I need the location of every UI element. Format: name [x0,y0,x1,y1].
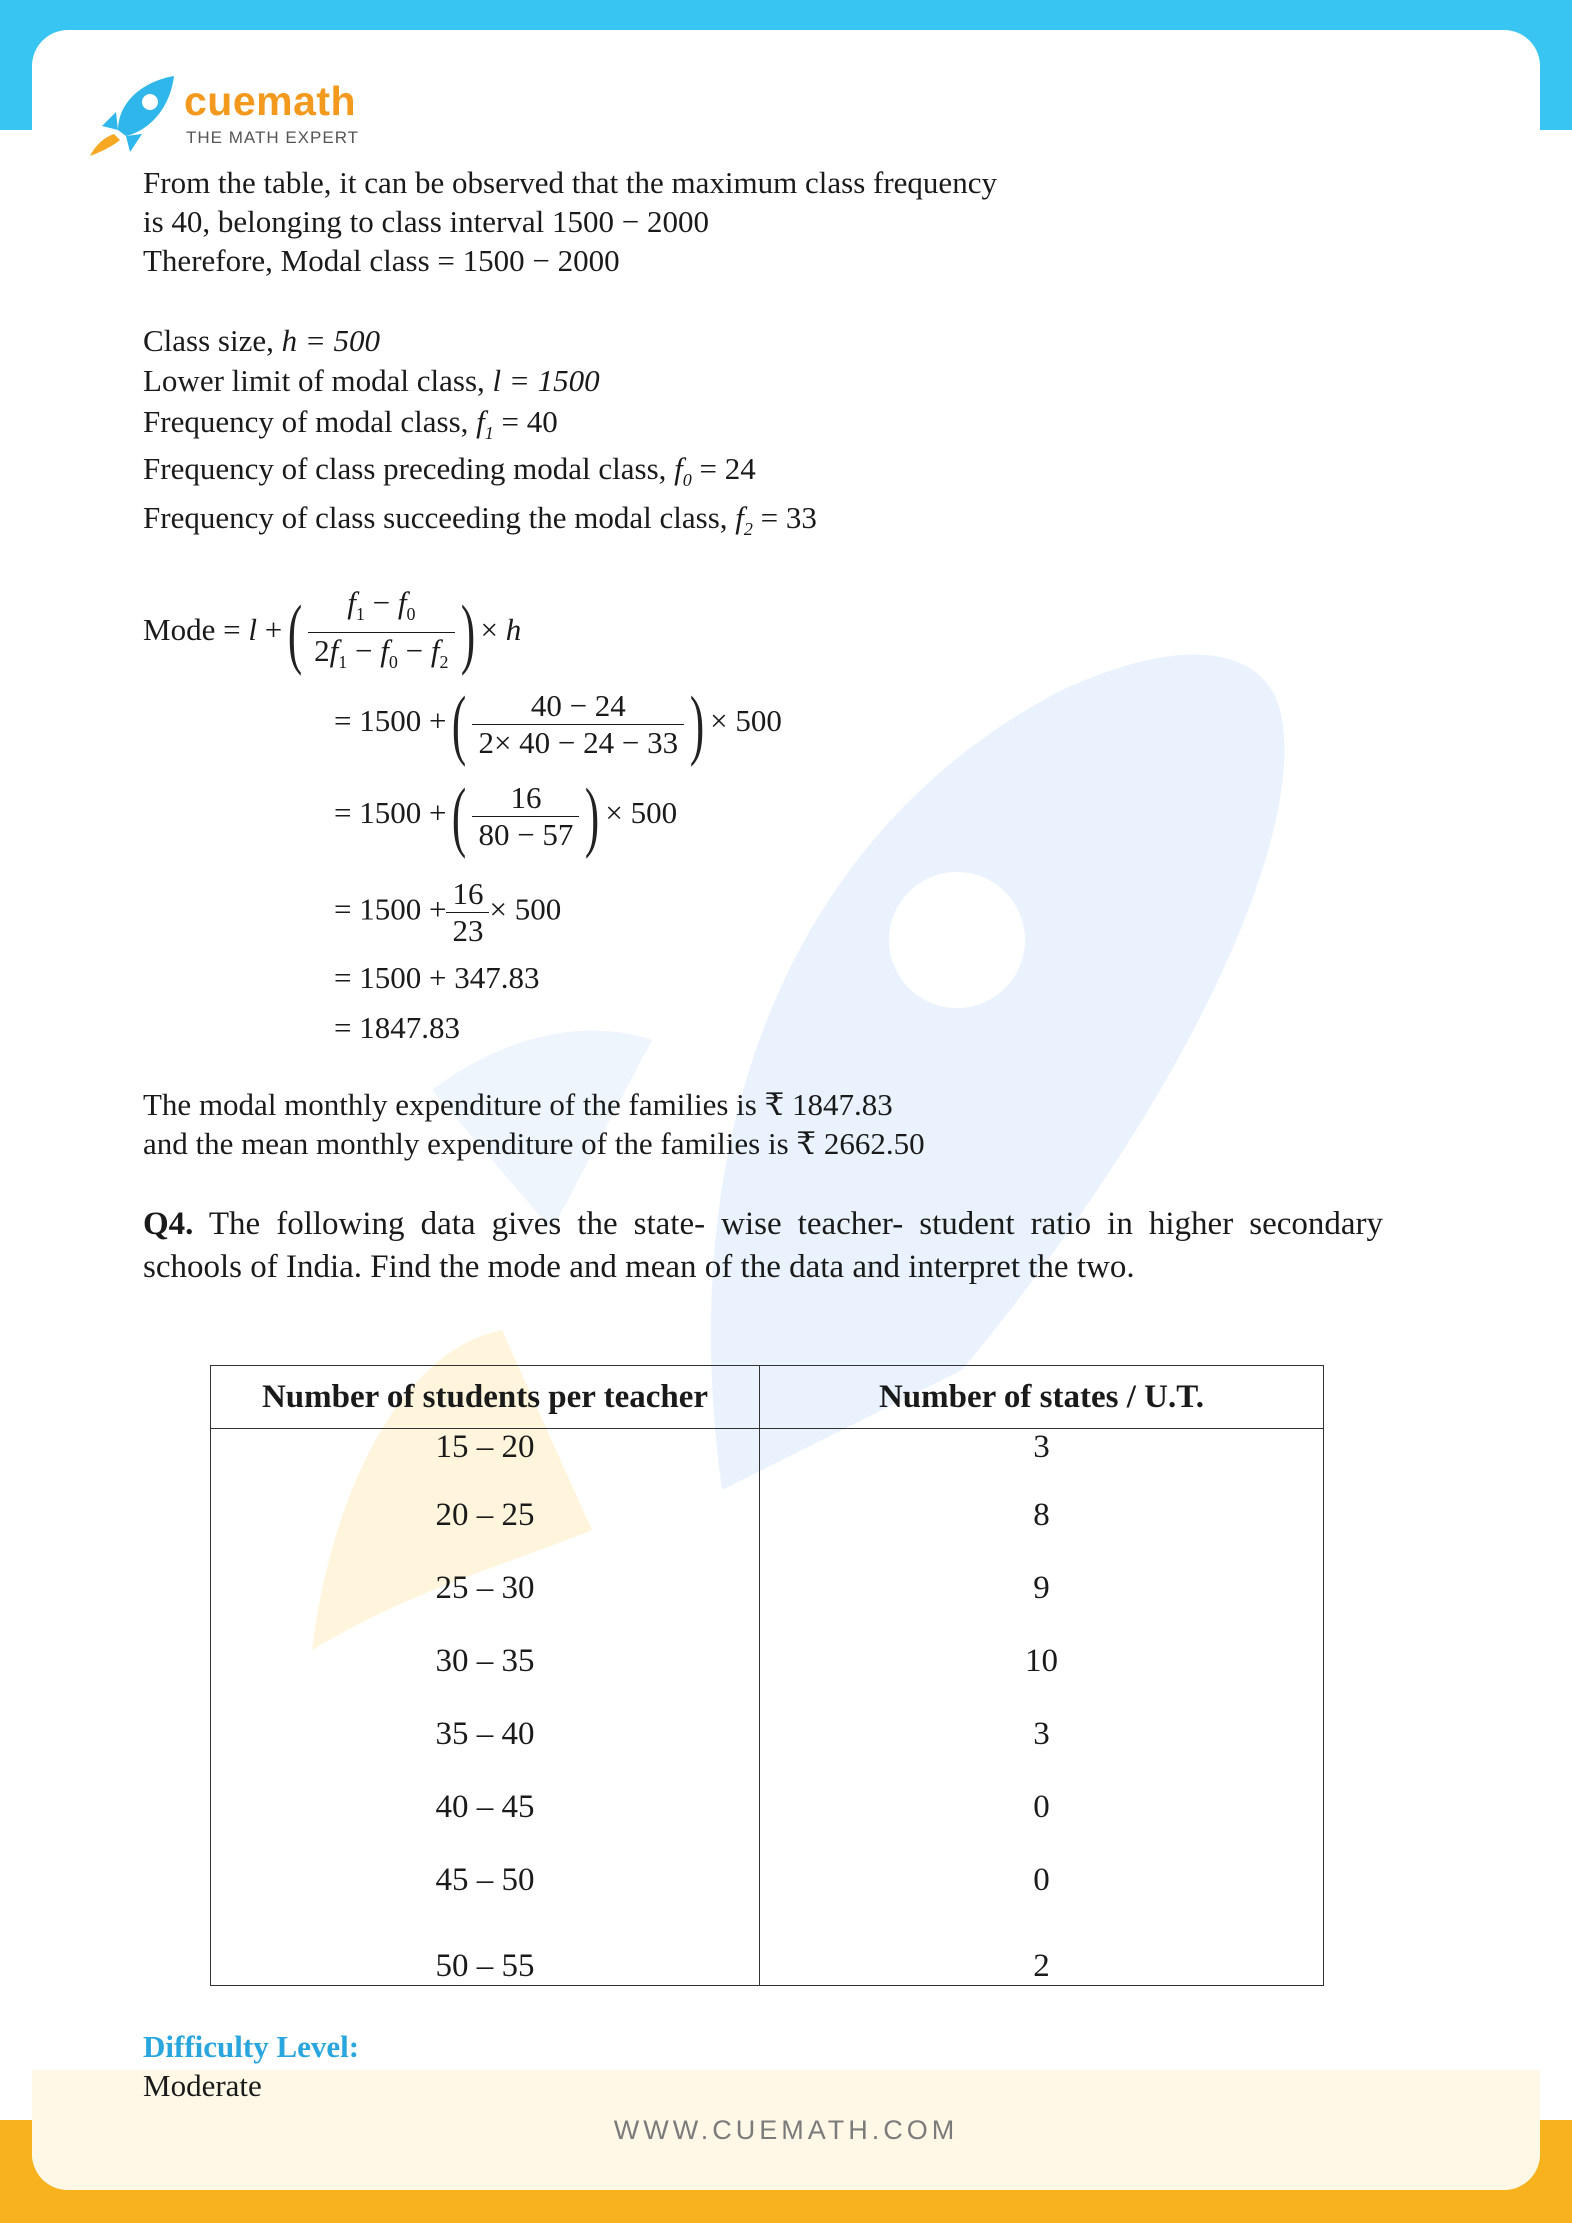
f0-line: Frequency of class preceding modal class, $f_0 = 24$ [143,451,756,491]
f2-expr: = 33 [760,500,817,535]
mode-step-3: = 1500 + $\frac{16}{23}$ × 500 [334,876,562,948]
difficulty-heading: Difficulty Level: [143,2029,360,2064]
f0-label: Frequency of class preceding modal class, [143,451,667,486]
mode-formula: Mode = l +( $\frac{f_1 - f_0}{2f_1 - f_0 - f_2}$ ) × h [143,585,521,680]
mode-step-1: = 1500 +( $\frac{40 - 24}{2\times 40 - 24 - 33}$ ) × 500 [334,680,782,767]
intro-line-2: is 40, belonging to class interval 1500 − 2000 [143,204,709,239]
mode-label: Mode [143,611,216,647]
cuemath-rocket-logo-icon [88,72,184,156]
table-cell: 3 [760,1429,1324,1480]
table-row [211,1917,1324,1986]
mode-formula-fraction: $\frac{f_1 - f_0}{2f_1 - f_0 - f_2}$ [308,585,454,680]
f2-line: Frequency of class succeeding the modal class, $f_2 = 33$ [143,500,817,540]
mode-step-2: = 1500 +( $\frac{16}{80 - 57}$ ) × 500 [334,772,678,859]
table-cell: 0 [760,1771,1324,1844]
intro-line-3: Therefore, Modal class = 1500 − 2000 [143,243,620,278]
table-cell: 35 – 40 [211,1698,760,1771]
table-cell: 30 – 35 [211,1625,760,1698]
table-row [211,1552,1324,1625]
table-row [211,1625,1324,1698]
mode-result: = 1847.83 [334,1010,460,1045]
table-cell: 9 [760,1552,1324,1625]
table-row [211,1844,1324,1917]
footer-url[interactable]: WWW.CUEMATH.COM [613,2115,959,2145]
class-size-label: Class size, [143,323,274,358]
frequency-table [210,1365,1324,1986]
table-cell: 10 [760,1625,1324,1698]
question-4-label: Q4. [143,1206,194,1242]
table-row [211,1771,1324,1844]
class-size-line [143,323,380,359]
lower-limit-line [143,363,600,399]
table-row [211,1479,1324,1552]
f1-line: Frequency of modal class, $f_1 = 40$ [143,404,558,444]
logo-wordmark: cuemath [184,78,357,124]
question-4-text: The following data gives the state- wise teacher- student ratio in higher secondary schools of India. Find the mode and mean of the data and interpret the two. [143,1206,1384,1285]
f0-expr: = 24 [699,451,756,486]
lower-limit-expr: l = 1500 [492,363,600,398]
table-cell: 15 – 20 [211,1429,760,1480]
table-cell: 8 [760,1479,1324,1552]
table-cell: 2 [760,1917,1324,1986]
intro-line-1: From the table, it can be observed that the maximum class frequency [143,165,997,200]
table-cell: 45 – 50 [211,1844,760,1917]
conclusion-line-2: and the mean monthly expenditure of the families is ₹ 2662.50 [143,1126,925,1161]
table-cell: 50 – 55 [211,1917,760,1986]
conclusion-line-1: The modal monthly expenditure of the families is ₹ 1847.83 [143,1087,893,1122]
table-cell: 0 [760,1844,1324,1917]
table-row [211,1698,1324,1771]
table-header-row [211,1366,1324,1429]
table-cell: 25 – 30 [211,1552,760,1625]
table-row [211,1429,1324,1480]
f1-expr: = 40 [501,404,558,439]
lower-limit-label: Lower limit of modal class, [143,363,485,398]
f2-label: Frequency of class succeeding the modal class, [143,500,728,535]
logo-tagline: THE MATH EXPERT [186,128,360,147]
table-cell: 20 – 25 [211,1479,760,1552]
table-cell: 40 – 45 [211,1771,760,1844]
mode-step-4: = 1500 + 347.83 [334,960,540,995]
table-header-cell: Number of students per teacher [211,1366,760,1429]
question-4 [143,1203,1383,1289]
f1-label: Frequency of modal class, [143,404,469,439]
table-cell: 3 [760,1698,1324,1771]
table-header-cell: Number of states / U.T. [760,1366,1324,1429]
difficulty-value: Moderate [143,2068,262,2103]
class-size-expr: h = 500 [281,323,381,358]
